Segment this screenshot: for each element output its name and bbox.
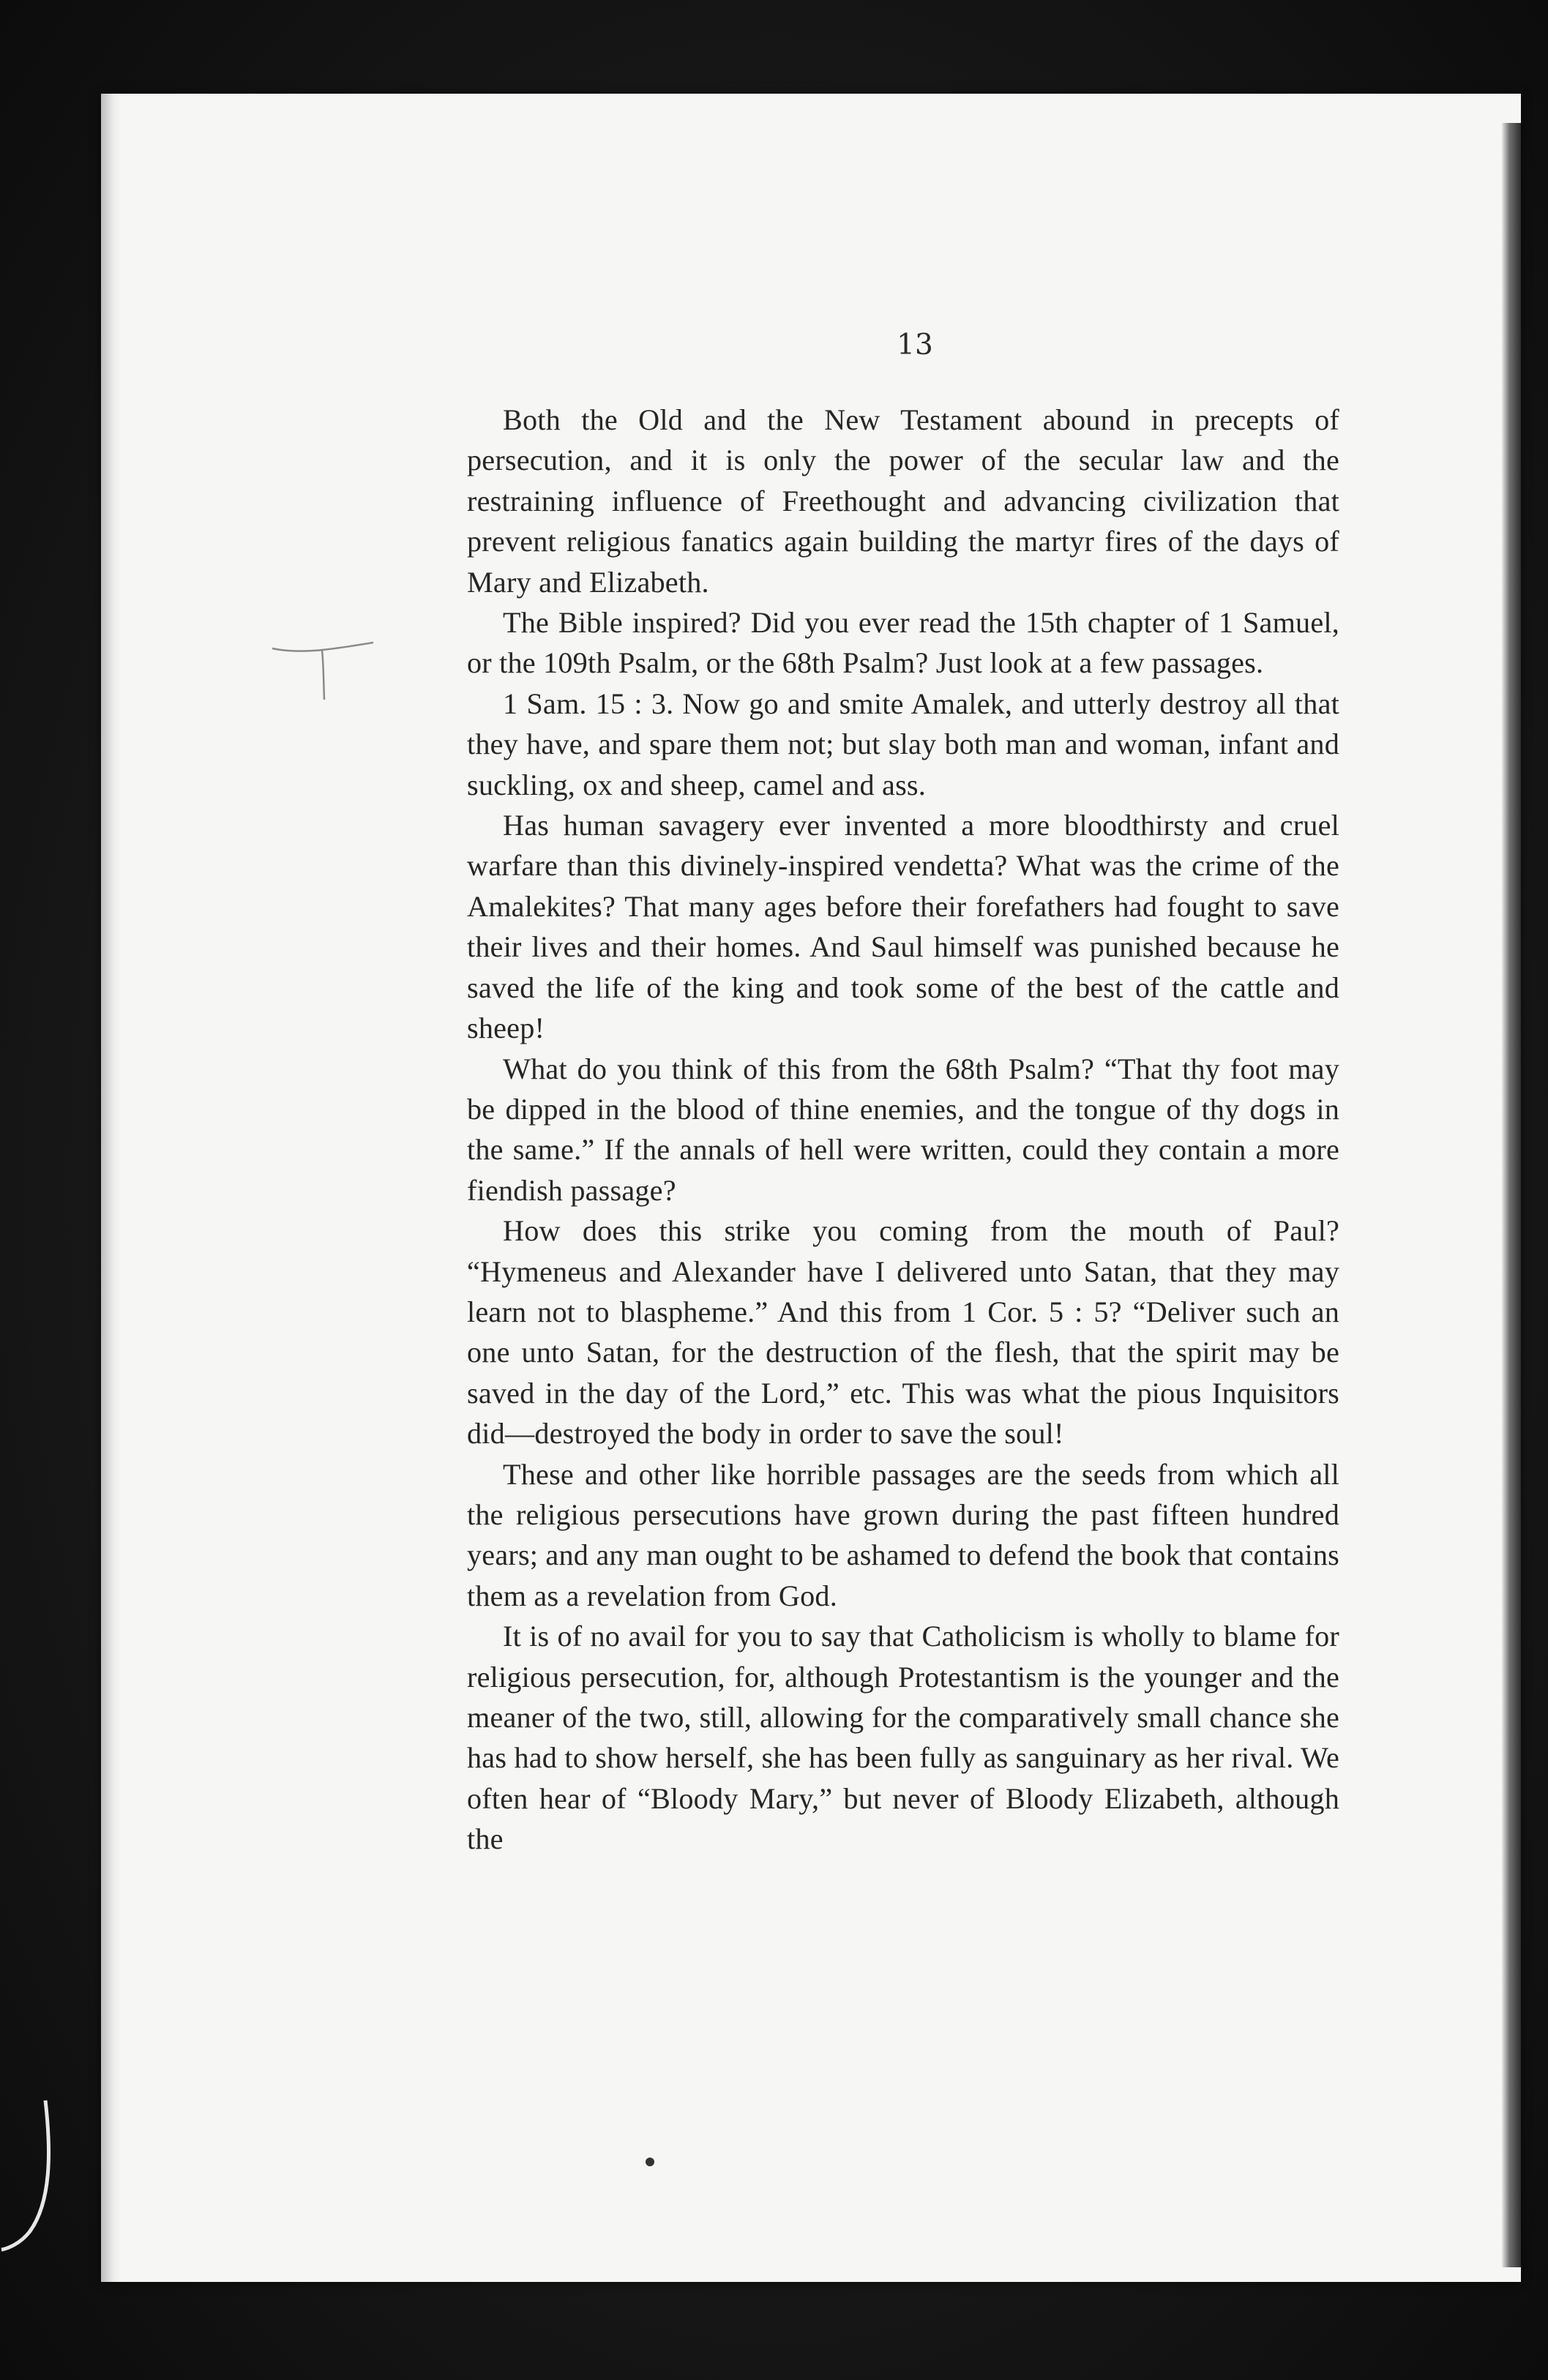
film-scratch-mark (0, 2093, 59, 2254)
pencil-cross-mark (263, 621, 381, 701)
paragraph: It is of no avail for you to say that Catholicism is wholly to blame for religious persecution, for, although Protestantism is the younger and the meaner of the two, still, allowing for the comparatively small chance she has had to show herself, she has been fully as sanguinary as her rival. We often hear of “Bloody Mary,” but never of Bloody Elizabeth, although the (467, 1620, 1339, 1856)
body-text (467, 400, 1339, 1860)
page-right-edge (1502, 123, 1521, 2267)
paragraph: Has human savagery ever invented a more bloodthirsty and cruel warfare than this divinely-inspired vendetta? What was the crime of the Amalekites? That many ages before their forefathers had fought to save their lives and their homes. And Saul himself was punished because he saved the life of the king and took some of the best of the cattle and sheep! (467, 809, 1339, 1045)
page-left-edge (101, 94, 121, 2282)
paragraph: Both the Old and the New Testament abound in precepts of persecution, and it is only the power of the secular law and the restraining influence of Freethought and advancing civilization that prevent religious fanatics again building the martyr fires of the days of Mary and Elizabeth. (467, 403, 1339, 599)
paragraph: These and other like horrible passages are the seeds from which all the religious persecutions have grown during the past fifteen hundred years; and any man ought to be ashamed to defend the book that contains them as a revelation from God. (467, 1457, 1339, 1612)
ink-dot (646, 2158, 654, 2166)
page-number: 13 (897, 329, 933, 362)
paragraph: 1 Sam. 15 : 3. Now go and smite Amalek, and utterly destroy all that they have, and spare them not; but slay both man and woman, infant and suckling, ox and sheep, camel and ass. (467, 686, 1339, 801)
paragraph: The Bible inspired? Did you ever read the 15th chapter of 1 Samuel, or the 109th Psalm, or the 68th Psalm? Just look at a few passages. (467, 606, 1339, 680)
paragraph: What do you think of this from the 68th Psalm? “That thy foot may be dipped in the blood of thine enemies, and the tongue of thy dogs in the same.” If the annals of hell were written, could they contain a more fiendish passage? (467, 1052, 1339, 1207)
paragraph: How does this strike you coming from the mouth of Paul? “Hymeneus and Alexander have I delivered unto Satan, that they may learn not to blaspheme.” And this from 1 Cor. 5 : 5? “Deliver such an one unto Satan, for the destruction of the flesh, that the spirit may be saved in the day of the Lord,” etc. This was what the pious Inquisitors did—destroyed the body in order to save the soul! (467, 1214, 1339, 1451)
